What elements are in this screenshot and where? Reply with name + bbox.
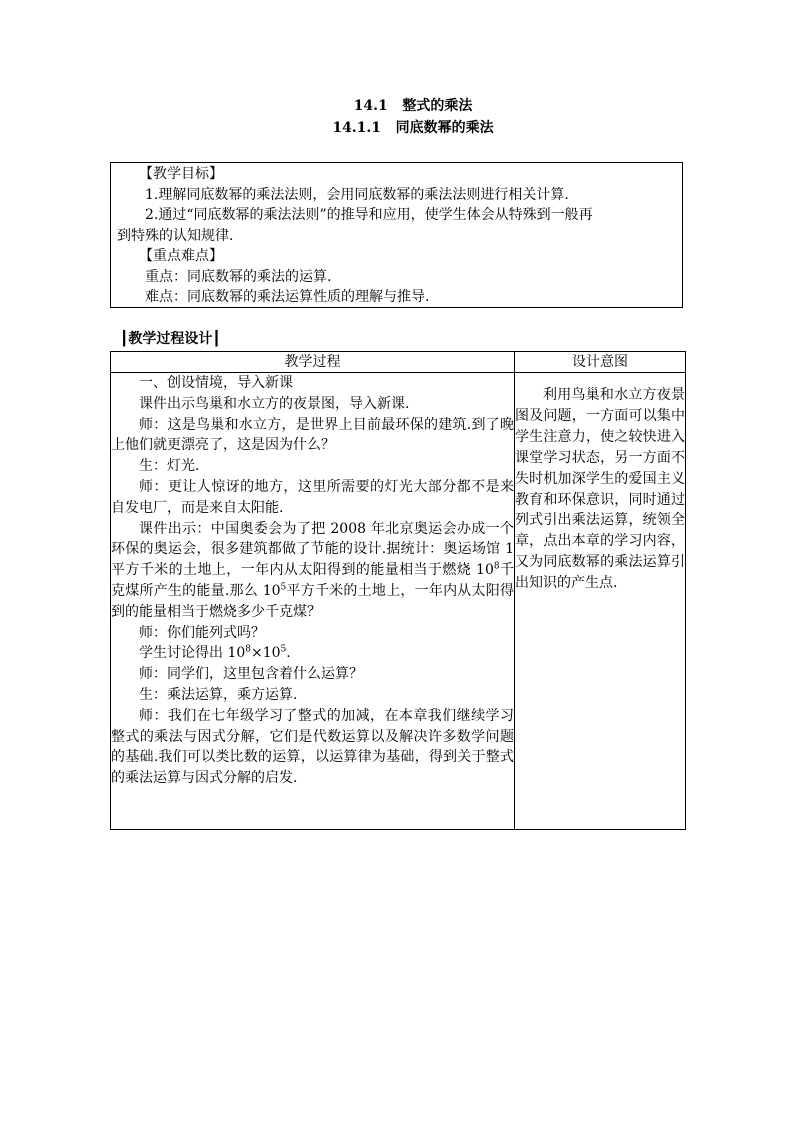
text-run: .: [286, 645, 291, 662]
process-paragraph: 师：你们能列式吗？: [139, 624, 265, 641]
process-paragraph: [111, 643, 514, 664]
process-paragraph: 师：同学们，这里包含着什么运算？: [139, 666, 363, 683]
subsection-title: 14.1.1 同底数幂的乘法: [332, 120, 494, 136]
process-paragraph: 一、创设情境，导入新课: [139, 375, 293, 391]
table-row: [111, 373, 686, 830]
objective-item-2-line-1: 2.通过“同底数幂的乘法法则”的推导和应用，使学生体会从特殊到一般再: [145, 207, 593, 223]
header-teaching-process: 教学过程: [111, 352, 515, 373]
header-design-intent: 设计意图: [515, 352, 686, 373]
text-run: 千克煤所产生的能量.那么 10: [111, 562, 515, 599]
design-intent-cell: [515, 373, 686, 830]
objective-item-1: 1.理解同底数幂的乘法法则，会用同底数幂的乘法法则进行相关计算.: [145, 186, 569, 203]
process-design-heading: ┃教学过程设计┃: [120, 331, 221, 347]
objective-item-2-line-2: 到特殊的认知规律.: [117, 227, 234, 244]
exponent: 8: [245, 644, 251, 655]
objectives-heading: 【教学目标】: [139, 166, 223, 182]
process-paragraph: 师：我们在七年级学习了整式的加减，在本章我们继续学习整式的乘法与因式分解，它们是代数运算以及解决许多数学问题的基础.我们可以类比数的运算，以运算律为基础，得到关于整式的乘法运算与因式分解的启发.: [111, 707, 514, 787]
design-intent-text: 利用鸟巢和水立方夜景图及问题，一方面可以集中学生注意力，使之较快进入课堂学习状态，另一方面不失时机加深学生的爱国主义教育和环保意识，同时通过列式引出乘法运算，统领全章，点出本章的学习内容，又为同底数幂的乘法运算引出知识的产生点.: [515, 387, 685, 592]
text-run: 课件出示：中国奥委会为了把 2008 年北京奥运会办成一个环保的奥运会，很多建筑都做了节能的设计.据统计：奥运场馆 1 平方千米的土地上，一年内从太阳得到的能量相当于燃烧 10: [111, 520, 514, 579]
exponent: 8: [493, 561, 500, 572]
text-run: 学生讨论得出 10: [139, 645, 246, 662]
process-paragraph: 师：这是鸟巢和水立方，是世界上目前最环保的建筑.到了晚上他们就更漂亮了，这是因为什么？: [111, 416, 514, 454]
exponent: 5: [280, 582, 287, 593]
process-paragraph: 生：乘法运算，乘方运算.: [139, 686, 298, 703]
table-header-row: [111, 352, 686, 373]
process-table: [110, 351, 686, 830]
key-point: 重点：同底数幂的乘法的运算.: [145, 268, 332, 285]
teaching-process-cell: [111, 373, 515, 830]
key-difficult-heading: 【重点难点】: [139, 248, 223, 264]
text-run: 平方千米的土地上，一年内从太阳得到的能量相当于燃烧多少千克煤？: [111, 582, 515, 620]
text-run: ×10: [251, 645, 281, 662]
process-paragraph: 课件出示鸟巢和水立方的夜景图，导入新课.: [139, 395, 410, 412]
objectives-box: [110, 162, 683, 308]
process-paragraph: 师：更让人惊讶的地方，这里所需要的灯光大部分都不是来自发电厂，而是来自太阳能.: [111, 478, 514, 516]
exponent: 5: [280, 644, 287, 655]
process-paragraph: 生：灯光.: [139, 458, 200, 475]
process-paragraph: [111, 519, 514, 623]
difficult-point: 难点：同底数幂的乘法运算性质的理解与推导.: [145, 289, 430, 305]
section-title: 14.1 整式的乘法: [353, 98, 473, 114]
